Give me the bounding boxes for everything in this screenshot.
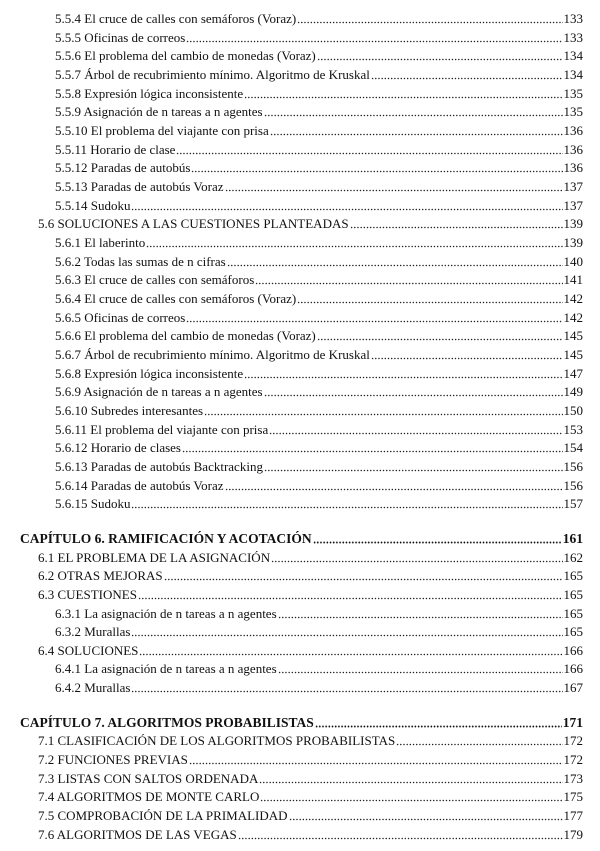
toc-entry-page: 177 (563, 808, 583, 824)
dot-leader (138, 584, 563, 602)
toc-entry-title: 5.6.8 Expresión lógica inconsistente (55, 365, 244, 381)
toc-entry-title: 5.5.12 Paradas de autobús (55, 160, 191, 176)
toc-entry-page: 154 (563, 440, 583, 456)
dot-leader (270, 120, 563, 138)
toc-entry-title: 6.3.2 Murallas (55, 624, 131, 640)
toc-entry-page: 147 (563, 365, 583, 381)
toc-entry-page: 165 (563, 568, 583, 584)
toc-subsection (55, 288, 583, 306)
toc-section (38, 730, 583, 748)
toc-subsection (55, 195, 583, 213)
toc-entry-title: 5.6.5 Oficinas de correos (55, 309, 186, 325)
dot-leader (264, 381, 563, 399)
toc-entry-title: 5.6.10 Subredes interesantes (55, 402, 204, 418)
toc-subsection (55, 83, 583, 101)
toc-section (38, 805, 583, 823)
toc-entry-page: 157 (563, 496, 583, 512)
toc-section (38, 768, 583, 786)
toc-entry-title: 5.5.4 El cruce de calles con semáforos (Voraz) (55, 11, 297, 26)
toc-entry-title: 5.6.1 El laberinto (55, 234, 146, 250)
toc-subsection (55, 456, 583, 474)
toc-entry-title: 5.6.9 Asignación de n tareas a n agentes (55, 384, 263, 400)
toc-subsection (55, 603, 583, 621)
toc-entry-title: 5.5.7 Árbol de recubrimiento mínimo. Algoritmo de Kruskal (55, 67, 370, 82)
toc-entry-page: 141 (563, 272, 583, 288)
dot-leader (186, 27, 562, 45)
toc-subsection (55, 307, 583, 325)
dot-leader (225, 475, 563, 493)
dot-leader (317, 325, 563, 343)
toc-subsection (55, 176, 583, 194)
toc-entry-page: 136 (563, 160, 583, 176)
dot-leader (225, 176, 563, 194)
toc-entry-page: 171 (562, 714, 583, 730)
toc-entry-title: 5.5.10 El problema del viajante con prisa (55, 123, 269, 138)
dot-leader (191, 157, 562, 175)
toc-subsection (55, 8, 583, 26)
dot-leader (313, 528, 562, 546)
toc-subsection (55, 269, 583, 287)
toc-entry-page: 137 (563, 197, 583, 213)
toc-entry-title: 7.2 FUNCIONES PREVIAS (38, 752, 188, 768)
dot-leader (259, 768, 562, 786)
toc-entry-page: 156 (563, 458, 583, 474)
toc-entry-title: 5.5.14 Sudoku (55, 197, 131, 213)
toc-entry-title: 5.6.14 Paradas de autobús Voraz (55, 477, 224, 493)
toc-entry-page: 166 (563, 661, 583, 677)
toc-section (38, 640, 583, 658)
toc-entry-page: 167 (563, 680, 583, 696)
toc-subsection (55, 64, 583, 82)
toc-subsection (55, 475, 583, 493)
toc-subsection (55, 325, 583, 343)
toc-entry-page: 162 (563, 549, 583, 565)
toc-entry-title: 6.1 EL PROBLEMA DE LA ASIGNACIÓN (38, 549, 271, 565)
dot-leader (131, 677, 562, 695)
toc-entry-title: 6.2 OTRAS MEJORAS (38, 568, 163, 584)
toc-subsection (55, 45, 583, 63)
toc-subsection (55, 344, 583, 362)
toc-entry-page: 134 (563, 48, 583, 64)
toc-entry-title: 7.6 ALGORITMOS DE LAS VEGAS (38, 826, 237, 842)
toc-entry-title: 5.6.4 El cruce de calles con semáforos (Voraz) (55, 290, 297, 306)
toc-subsection (55, 658, 583, 676)
toc-section (38, 565, 583, 583)
toc-entry-title: 6.4.2 Murallas (55, 680, 131, 696)
dot-leader (131, 621, 562, 639)
dot-leader (371, 64, 563, 82)
toc-entry-page: 133 (563, 29, 583, 45)
toc-entry-title: 5.6 SOLUCIONES A LAS CUESTIONES PLANTEADAS (38, 216, 349, 232)
toc-subsection (55, 363, 583, 381)
toc-entry-page: 145 (563, 346, 583, 362)
toc-entry-title: 5.6.6 El problema del cambio de monedas (Voraz) (55, 328, 316, 344)
toc-subsection (55, 120, 583, 138)
toc-entry-page: 165 (563, 586, 583, 602)
toc-entry-title: 5.5.11 Horario de clase (55, 141, 176, 157)
dot-leader (182, 437, 563, 455)
toc-entry-page: 135 (563, 85, 583, 101)
dot-leader (244, 83, 562, 101)
toc-entry-page: 137 (563, 178, 583, 194)
toc-entry-title: 5.6.13 Paradas de autobús Backtracking (55, 458, 263, 474)
dot-leader (278, 658, 563, 676)
toc-entry-title: 5.5.8 Expresión lógica inconsistente (55, 85, 244, 101)
toc-entry-title: 5.5.5 Oficinas de correos (55, 29, 186, 45)
toc-entry-page: 139 (563, 234, 583, 250)
toc-entry-title: 5.5.9 Asignación de n tareas a n agentes (55, 104, 263, 120)
dot-leader (271, 547, 562, 565)
dot-leader (264, 101, 563, 119)
toc-section (38, 824, 583, 842)
dot-leader (269, 419, 562, 437)
toc-entry-page: 173 (563, 770, 583, 786)
toc-subsection (55, 677, 583, 695)
dot-leader (255, 269, 562, 287)
toc-entry-title: 5.6.15 Sudoku (55, 496, 131, 512)
toc-entry-page: 166 (563, 642, 583, 658)
dot-leader (317, 45, 563, 63)
dot-leader (244, 363, 562, 381)
dot-leader (186, 307, 562, 325)
toc-section (38, 584, 583, 602)
toc-entry-title: 6.4.1 La asignación de n tareas a n agentes (55, 661, 277, 677)
dot-leader (297, 8, 562, 26)
dot-leader (260, 786, 562, 804)
toc-entry-page: 179 (563, 826, 583, 842)
toc-subsection (55, 251, 583, 269)
toc-entry-page: 139 (563, 216, 583, 232)
toc-entry-title: 7.5 COMPROBACIÓN DE LA PRIMALIDAD (38, 808, 288, 824)
dot-leader (189, 749, 563, 767)
dot-leader (131, 493, 562, 511)
toc-entry-title: 5.6.2 Todas las sumas de n cifras (55, 253, 226, 269)
toc-chapter (20, 528, 583, 546)
toc-subsection (55, 437, 583, 455)
dot-leader (139, 640, 562, 658)
toc-entry-page: 142 (563, 290, 583, 306)
toc-entry-title: 5.5.13 Paradas de autobús Voraz (55, 178, 224, 194)
dot-leader (264, 456, 563, 474)
dot-leader (146, 232, 562, 250)
dot-leader (164, 565, 563, 583)
toc-entry-page: 150 (563, 402, 583, 418)
toc-entry-page: 175 (563, 789, 583, 805)
dot-leader (176, 139, 562, 157)
toc-entry-page: 136 (563, 123, 583, 138)
toc-entry-title: 6.3.1 La asignación de n tareas a n agentes (55, 605, 277, 621)
toc-section (38, 547, 583, 565)
toc-entry-page: 142 (563, 309, 583, 325)
toc-entry-title: CAPÍTULO 7. ALGORITMOS PROBABILISTAS (20, 714, 314, 730)
toc-entry-title: 7.3 LISTAS CON SALTOS ORDENADA (38, 770, 259, 786)
toc-subsection (55, 139, 583, 157)
toc-entry-page: 156 (563, 477, 583, 493)
toc-entry-title: 5.5.6 El problema del cambio de monedas (Voraz) (55, 48, 316, 64)
toc-entry-title: 6.3 CUESTIONES (38, 586, 137, 602)
toc-subsection (55, 101, 583, 119)
toc-entry-page: 161 (562, 530, 583, 546)
toc-entry-page: 140 (563, 253, 583, 269)
toc-entry-page: 136 (563, 141, 583, 157)
dot-leader (297, 288, 562, 306)
toc-subsection (55, 621, 583, 639)
toc-entry-page: 165 (563, 624, 583, 640)
toc-entry-title: CAPÍTULO 6. RAMIFICACIÓN Y ACOTACIÓN (20, 530, 312, 546)
toc-entry-title: 5.6.7 Árbol de recubrimiento mínimo. Algoritmo de Kruskal (55, 346, 370, 362)
toc-subsection (55, 493, 583, 511)
toc-subsection (55, 419, 583, 437)
toc-section (38, 213, 583, 231)
dot-leader (238, 824, 563, 842)
dot-leader (131, 195, 562, 213)
toc-entry-title: 6.4 SOLUCIONES (38, 642, 139, 658)
toc-subsection (55, 232, 583, 250)
dot-leader (278, 603, 563, 621)
dot-leader (204, 400, 562, 418)
toc-entry-title: 5.6.3 El cruce de calles con semáforos (55, 272, 255, 288)
toc-subsection (55, 157, 583, 175)
toc-subsection (55, 381, 583, 399)
toc-entry-page: 172 (563, 733, 583, 749)
toc-entry-page: 135 (563, 104, 583, 120)
toc-section (38, 749, 583, 767)
toc-entry-title: 7.1 CLASIFICACIÓN DE LOS ALGORITMOS PROBABILISTAS (38, 733, 396, 749)
toc-chapter (20, 712, 583, 730)
toc-entry-page: 153 (563, 421, 583, 437)
toc-entry-title: 5.6.12 Horario de clases (55, 440, 181, 456)
dot-leader (371, 344, 563, 362)
dot-leader (315, 712, 562, 730)
toc-entry-page: 145 (563, 328, 583, 344)
toc-subsection (55, 27, 583, 45)
toc-section (38, 786, 583, 804)
toc-entry-page: 165 (563, 605, 583, 621)
dot-leader (350, 213, 563, 231)
toc-entry-page: 172 (563, 752, 583, 768)
dot-leader (227, 251, 563, 269)
toc-entry-page: 134 (563, 67, 583, 82)
dot-leader (289, 805, 563, 823)
toc-subsection (55, 400, 583, 418)
toc-entry-title: 5.6.11 El problema del viajante con prisa (55, 421, 269, 437)
toc-entry-title: 7.4 ALGORITMOS DE MONTE CARLO (38, 789, 260, 805)
toc-entry-page: 133 (563, 11, 583, 26)
dot-leader (396, 730, 562, 748)
toc-entry-page: 149 (563, 384, 583, 400)
